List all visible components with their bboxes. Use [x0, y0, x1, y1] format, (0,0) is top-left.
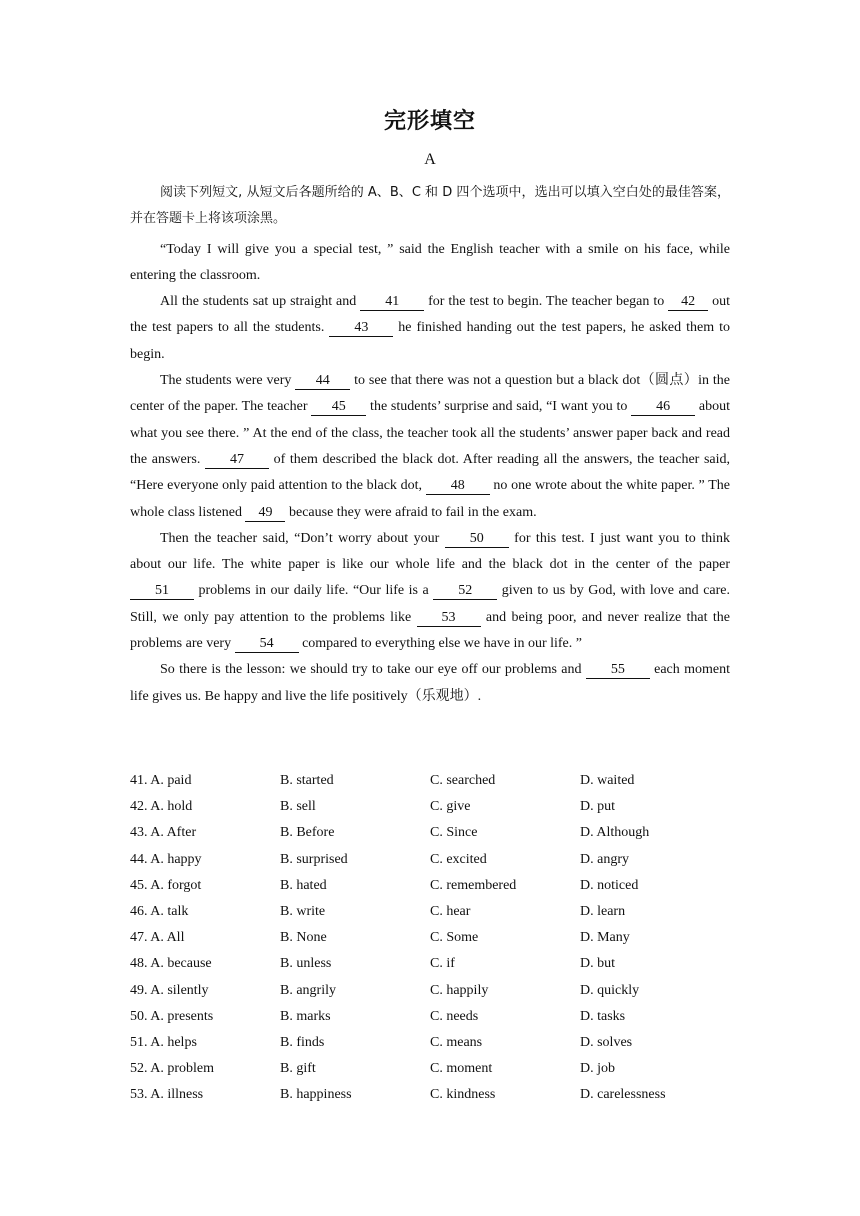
page-title: 完形填空	[383, 109, 476, 134]
question-53: 53. A. illness B. happiness C. kindness D. carelessness	[130, 1087, 666, 1103]
instructions: 阅读下列短文, 从短文后各题所给的 A、B、C 和 D 四个选项中，选出可以填入空白处的最佳答案， 并在答题卡上将该项涂黑。	[130, 185, 730, 227]
blank-43: 43	[329, 319, 393, 337]
question-45: 45. A. forgot B. hated C. remembered D. noticed	[130, 877, 639, 893]
paragraph-2: All the students sat up straight and 41 for the test to begin. The teacher began to 42 out the test papers to all the students. 43 he finished handing out the test papers, he asked them to begin.	[130, 294, 730, 362]
question-51: 51. A. helps B. finds C. means D. solves	[130, 1034, 633, 1050]
passage-body	[130, 180, 730, 710]
blank-48: 48	[426, 477, 490, 495]
section-label: A	[424, 151, 436, 168]
question-49: 49. A. silently B. angrily C. happily D. quickly	[130, 982, 640, 998]
question-42: 42. A. hold B. sell C. give D. put	[130, 799, 615, 815]
question-46: 46. A. talk B. write C. hear D. learn	[130, 904, 626, 920]
question-44: 44. A. happy B. surprised C. excited D. angry	[130, 851, 629, 867]
blank-42: 42	[668, 293, 708, 311]
question-48: 48. A. because B. unless C. if D. but	[130, 956, 615, 972]
blank-53: 53	[417, 609, 481, 627]
question-52: 52. A. problem B. gift C. moment D. job	[130, 1061, 615, 1077]
paragraph-1: “Today I will give you a special test, ” said the English teacher with a smile on his face, while entering the classroom.	[130, 241, 730, 283]
question-47: 47. A. All B. None C. Some D. Many	[130, 930, 630, 946]
blank-51: 51	[130, 582, 194, 600]
options-list	[130, 768, 750, 1108]
paragraph-4: Then the teacher said, “Don’t worry about your 50 for this test. I just want you to think about our life. The white paper is like our whole life and the black dot in the center of the paper 51 problems in our daily life. “Our life is a 52 given to us by God, with love and care. Still, we only pay attention to the problems like 53 and being poor, and never realize that the problems are very 54 compared to everything else we have in our life. ”	[130, 530, 731, 652]
blank-41: 41	[360, 293, 424, 311]
blank-55: 55	[586, 661, 650, 679]
blank-52: 52	[433, 582, 497, 600]
blank-46: 46	[631, 398, 695, 416]
blank-45: 45	[311, 398, 366, 416]
blank-47: 47	[205, 451, 269, 469]
question-43: 43. A. After B. Before C. Since D. Although	[130, 825, 650, 841]
blank-49: 49	[245, 504, 285, 522]
paragraph-3: The students were very 44 to see that there was not a question but a black dot（圆点）in the center of the paper. The teacher 45 the students’ surprise and said, “I want you to 46 about what you see there. ” At the end of the class, the teacher took all the students’ answer paper back and read the answers. 47 of them described the black dot. After reading all the answers, the teacher said, “Here everyone only paid attention to the black dot, 48 no one wrote about the white paper. ” The whole class listened 49 because they were afraid to fail in the exam.	[130, 373, 731, 520]
question-41: 41. A. paid B. started C. searched D. waited	[130, 773, 635, 789]
question-50: 50. A. presents B. marks C. needs D. tasks	[130, 1008, 626, 1024]
blank-50: 50	[445, 530, 509, 548]
paragraph-5: So there is the lesson: we should try to take our eye off our problems and 55 each moment life gives us. Be happy and live the life positively（乐观地）.	[130, 662, 730, 704]
blank-44: 44	[295, 372, 350, 390]
blank-54: 54	[235, 635, 299, 653]
